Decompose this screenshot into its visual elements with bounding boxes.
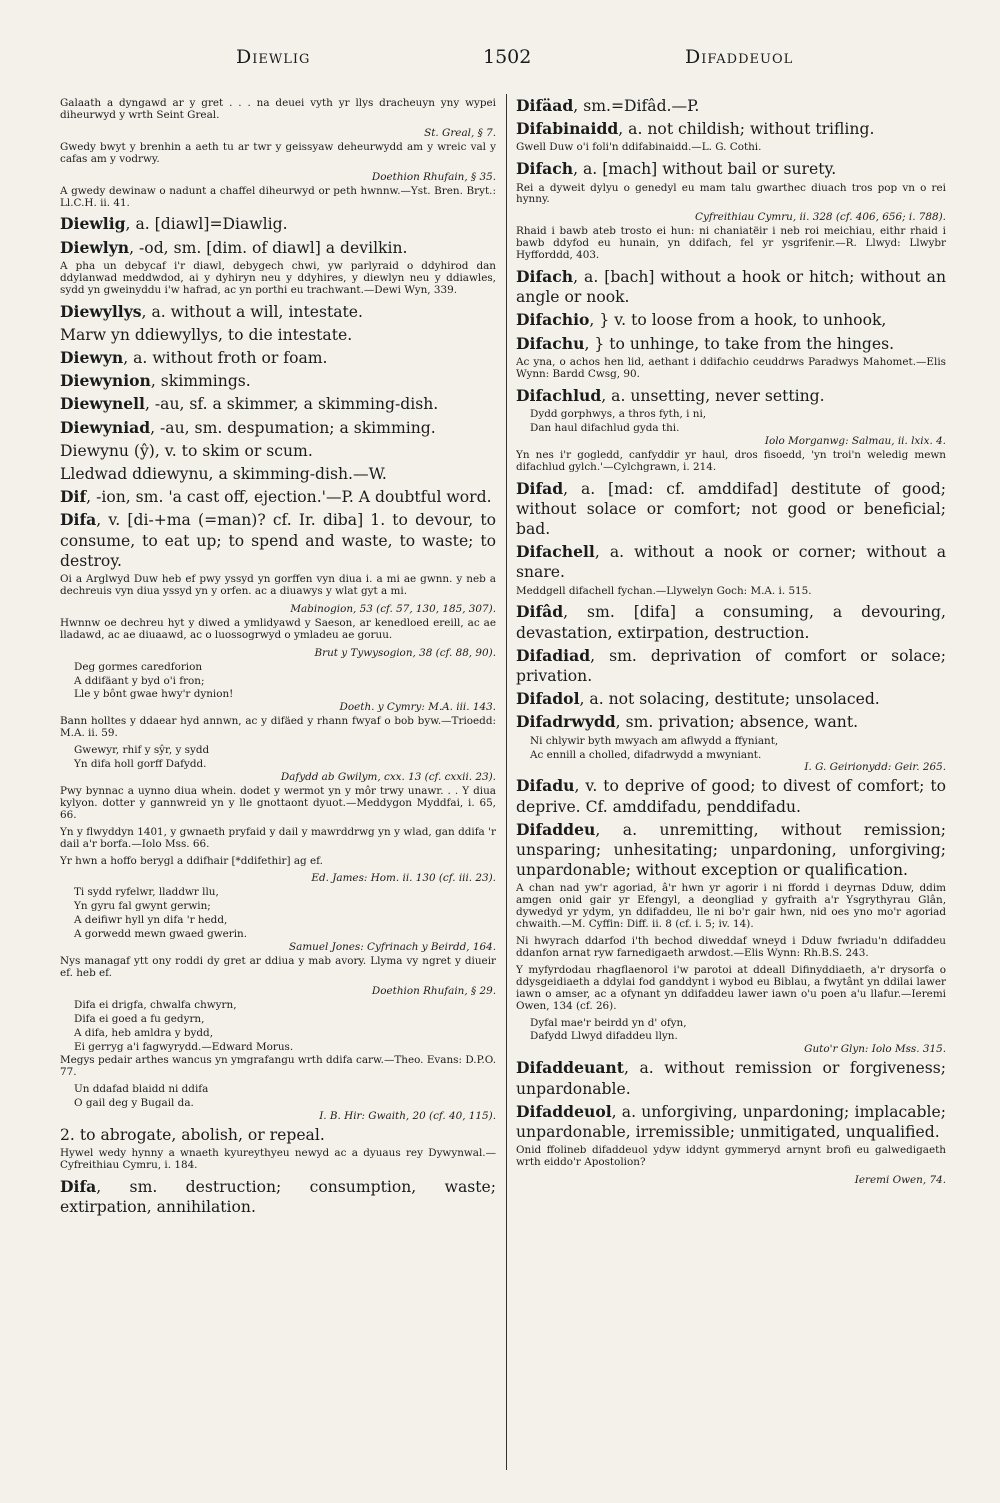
dictionary-entry: Difa, v. [di-+ma (=man)? cf. Ir. diba] 1. to devour, to consume, to eat up; to spend and waste, to waste; to destroy.: [60, 510, 496, 570]
headword: Difabinaidd: [516, 119, 619, 139]
dictionary-entry: Difad, a. [mad: cf. amddifad] destitute of good; without solace or comfort; not good or beneficial; bad.: [516, 478, 946, 538]
dictionary-entry: Diewyniad, -au, sm. despumation; a skimming.: [60, 417, 436, 437]
citation-text: Yr hwn a hoffo berygl a ddifhair [*ddifethir] ag ef.: [60, 854, 323, 867]
verse-line: O gail deg y Bugail da.: [74, 1097, 194, 1110]
headword: Difachell: [516, 542, 595, 562]
verse-line: Dyfal mae'r beirdd yn d' ofyn,: [530, 1016, 687, 1029]
headword: Diewyllys: [60, 301, 142, 321]
dictionary-entry: Lledwad ddiewynu, a skimming-dish.—W.: [60, 464, 387, 483]
headword: Difaddeuant: [516, 1058, 624, 1078]
citation-source: Doeth. y Cymry: M.A. iii. 143.: [339, 701, 496, 714]
headword: Difaddeu: [516, 819, 596, 839]
verse-line: A difa, heb amldra y bydd,: [74, 1026, 214, 1039]
citation-text: Ac yna, o achos hen lid, aethant i ddifachio ceuddrws Paradwys Mahomet.—Elis Wynn: Bardd Cwsg, 90.: [516, 355, 946, 380]
citation-source: Ieremi Owen, 74.: [854, 1173, 946, 1186]
headword: Diewynell: [60, 394, 145, 414]
dictionary-entry: Difadu, v. to deprive of good; to divest of comfort; to deprive. Cf. amddifadu, penddifadu.: [516, 776, 946, 816]
dictionary-entry: Difach, a. [mach] without bail or surety.: [516, 159, 837, 179]
verse-line: Difa ei goed a fu gedyrn,: [74, 1012, 205, 1025]
dictionary-entry: Diewynion, skimmings.: [60, 371, 251, 391]
headword: Difadrwydd: [516, 712, 616, 732]
dictionary-entry: Diewyllys, a. without a will, intestate.: [60, 301, 363, 321]
headword: Difa: [60, 1177, 97, 1197]
citation-text: Rhaid i bawb ateb trosto ei hun: ni chaniatëir i neb roi meichiau, eithr rhaid i bawb ddyfod eu hunain, yn ddifach, fel yr ysgrifenir.—R. Llwyd: Llwybr Hyfforddd, 403.: [516, 225, 946, 262]
header-left-guideword: Diewlig: [236, 46, 311, 68]
dictionary-entry: Difâd, sm. [difa] a consuming, a devouring, devastation, extirpation, destruction.: [516, 602, 946, 642]
dictionary-entry: Diewlyn, -od, sm. [dim. of diawl] a devilkin.: [60, 237, 408, 257]
headword: Difadiad: [516, 645, 591, 665]
headword: Difadol: [516, 689, 580, 709]
dictionary-entry: Difadrwydd, sm. privation; absence, want.: [516, 712, 859, 732]
citation-source: Brut y Tywysogion, 38 (cf. 88, 90).: [314, 646, 496, 659]
verse-line: Lle y bônt gwae hwy'r dynion!: [74, 688, 234, 701]
citation-source: Dafydd ab Gwilym, cxx. 13 (cf. cxxii. 23).: [280, 770, 496, 783]
headword: Difachio: [516, 310, 590, 330]
headword: Diewynion: [60, 371, 151, 391]
headword: Difa: [60, 510, 97, 530]
headword: Difachlud: [516, 385, 602, 405]
dictionary-entry: Difabinaidd, a. not childish; without trifling.: [516, 119, 875, 139]
citation-text: Bann holltes y ddaear hyd annwn, ac y difäed y rhann fwyaf o bob byw.—Trioedd: M.A. ii. 59.: [60, 715, 496, 740]
headword: Difach: [516, 267, 574, 287]
headword: Difadu: [516, 776, 575, 796]
page-header: [0, 46, 1000, 76]
verse-line: Yn gyru fal gwynt gerwin;: [74, 900, 211, 913]
verse-line: Un ddafad blaidd ni ddifa: [74, 1083, 209, 1096]
verse-line: Ac ennill a cholled, difadrwydd a mwyniant.: [530, 748, 762, 761]
verse-line: Ni chlywir byth mwyach am aflwydd a ffyniant,: [530, 734, 779, 747]
dictionary-entry: Difaddeuol, a. unforgiving, unpardoning; implacable; unpardonable, irremissible; unmitigated, unqualified.: [516, 1101, 946, 1141]
verse-line: A ddifäant y byd o'i fron;: [74, 674, 205, 687]
verse-line: A deifiwr hyll yn difa 'r hedd,: [74, 914, 228, 927]
headword: Difad: [516, 478, 564, 498]
dictionary-entry: Marw yn ddiewyllys, to die intestate.: [60, 325, 353, 344]
verse-line: Dafydd Llwyd difaddeu llyn.: [530, 1030, 678, 1043]
verse-line: Gwewyr, rhif y sŷr, y sydd: [74, 744, 210, 757]
headword: Difach: [516, 159, 574, 179]
citation-source: I. G. Geirionydd: Geir. 265.: [804, 761, 946, 774]
citation-text: A chan nad yw'r agoriad, â'r hwn yr agorir i ni ffordd i deyrnas Dduw, ddim amgen onid gair yr Efengyl, a deongliad y gyfraith a'r Ysgrythyrau Glân, dywedyd yr ydym, yn ddifaddeu, lle ni bo'r gair hwn, nid oes yno mo'r agoriad chwaith.—M. Cyffin: Diff. ii. 8 (cf. i. 5; iv. 14).: [516, 882, 946, 931]
citation-text: Galaath a dyngawd ar y gret . . . na deuei vyth yr llys dracheuyn yny wypei diheurwyd y wrth Seint Greal.: [60, 97, 496, 121]
column-divider: [506, 94, 507, 1470]
dictionary-entry: Difa, sm. destruction; consumption, waste; extirpation, annihilation.: [60, 1177, 496, 1217]
citation-text: Onid ffolineb difaddeuol ydyw iddynt gymmeryd arnynt brofi eu galwedigaeth wrth eiddo'r Apostolion?: [516, 1144, 946, 1169]
citation-text: Pwy bynnac a uynno diua whein. dodet y wermot yn y môr trwy unawr. . . Y diua kylyon. dotter y gannwreid yn y lle gnottaont dyuot.—Meddygon Myddfai, i. 65, 66.: [60, 784, 496, 821]
dictionary-entry: Difachu, } to unhinge, to take from the hinges.: [516, 333, 895, 353]
left-column: [60, 96, 496, 1496]
headword: Diewlyn: [60, 237, 130, 257]
citation-source: Doethion Rhufain, § 29.: [371, 984, 496, 997]
dictionary-entry: Difäad, sm.=Difâd.—P.: [516, 96, 700, 115]
citation-text: Oi a Arglwyd Duw heb ef pwy yssyd yn gorffen vyn diua i. a mi ae gwnn. y neb a dechreuis vyn diua yssyd yn y orfen. ac a diuawys y wlat gyt a mi.: [60, 573, 496, 597]
headword: Difäad: [516, 96, 574, 115]
page-number: 1502: [483, 46, 532, 68]
verse-line: Dan haul difachlud gyda thi.: [530, 421, 680, 434]
citation-source: St. Greal, § 7.: [424, 126, 496, 139]
verse-line: Ti sydd ryfelwr, lladdwr llu,: [74, 886, 219, 899]
citation-text: A gwedy dewinaw o nadunt a chaffel diheurwyd or peth hwnnw.—Yst. Bren. Bryt.: Ll.C.H. ii. 41.: [60, 184, 496, 209]
dictionary-entry: 2. to abrogate, abolish, or repeal.: [60, 1126, 325, 1145]
dictionary-entry: Diewyn, a. without froth or foam.: [60, 347, 328, 367]
headword: Diewyn: [60, 347, 124, 367]
citation-text: Hywel wedy hynny a wnaeth kyureythyeu newyd ac a dyuaus rey Dywynwal.—Cyfreithiau Cymru, i. 184.: [60, 1147, 496, 1172]
citation-text: Ni hwyrach ddarfod i'th bechod diweddaf wneyd i Dduw fwriadu'n ddifaddeu ddanfon arnat ryw farnedigaeth arwdost.—Elis Wynn: Rh.B.S. 243.: [516, 935, 946, 959]
dictionary-entry: Diewlig, a. [diawl]=Diawlig.: [60, 214, 288, 234]
verse-line: A gorwedd mewn gwaed gwerin.: [74, 928, 248, 941]
headword: Dif: [60, 487, 87, 507]
dictionary-entry: Difadiad, sm. deprivation of comfort or solace; privation.: [516, 645, 946, 686]
verse-line: Yn difa holl gorff Dafydd.: [74, 758, 207, 771]
headword: Diewlig: [60, 214, 126, 234]
citation-text: Meddgell difachell fychan.—Llywelyn Goch: M.A. i. 515.: [516, 584, 812, 597]
citation-text: Gwell Duw o'i foli'n ddifabinaidd.—L. G. Cothi.: [516, 141, 762, 154]
citation-text: Yn y flwyddyn 1401, y gwnaeth pryfaid y dail y mawrddrwg yn y wlad, gan ddifa 'r dail a'r borfa.—Iolo Mss. 66.: [60, 825, 496, 850]
right-column: [516, 96, 946, 1496]
dictionary-entry: Dif, -ion, sm. 'a cast off, ejection.'—P. A doubtful word.: [60, 487, 492, 507]
dictionary-entry: Difachio, } v. to loose from a hook, to unhook,: [516, 310, 887, 330]
verse-line: Difa ei drigfa, chwalfa chwyrn,: [74, 998, 237, 1011]
dictionary-entry: Difaddeu, a. unremitting, without remission; unsparing; unhesitating; unpardoning, unforgiving; unpardonable; without exception or qualification.: [516, 819, 946, 880]
citation-source: Ed. James: Hom. ii. 130 (cf. iii. 23).: [311, 872, 496, 885]
citation-source: Cyfreithiau Cymru, ii. 328 (cf. 406, 656; i. 788).: [695, 211, 946, 224]
citation-text: Nys managaf ytt ony roddi dy gret ar ddiua y mab avory. Llyma vy ngret y diueir ef. heb ef.: [60, 955, 496, 979]
dictionary-entry: Difach, a. [bach] without a hook or hitch; without an angle or nook.: [516, 267, 946, 307]
citation-text: Rei a dyweit dylyu o genedyl eu mam talu gwarthec diuach tros pop vn o rei hynny.: [516, 181, 946, 206]
dictionary-entry: Diewynu (ŷ), v. to skim or scum.: [60, 441, 313, 460]
citation-source: Doethion Rhufain, § 35.: [371, 170, 496, 183]
citation-text: Y myfyrdodau rhagflaenorol i'w parotoi at ddeall Difinyddiaeth, a'r drysorfa o ddysgeidiaeth a ddylai fod ganddynt i wybod eu Biblau, a fwytânt yn ddilai lawer iawn o amser, ac a ofynant yn ddifaddeu lawer iawn o'u poen a'u llafur.—Ieremi Owen, 134 (cf. 26).: [516, 963, 946, 1012]
dictionary-entry: Difaddeuant, a. without remission or forgiveness; unpardonable.: [516, 1058, 946, 1098]
dictionary-entry: Diewynell, -au, sf. a skimmer, a skimming-dish.: [60, 394, 439, 414]
citation-text: Gwedy bwyt y brenhin a aeth tu ar twr y geissyaw deheurwydd am y wreic val y cafas am y vodrwy.: [60, 140, 496, 165]
verse-line: Ei gerryg a'i fagwyrydd.—Edward Morus.: [74, 1040, 294, 1053]
header-right-guideword: Difaddeuol: [685, 46, 794, 68]
verse-line: Deg gormes caredforion: [74, 660, 203, 673]
citation-text: A pha un debycaf i'r diawl, debygech chwi, yw parlyraid o ddyhirod dan ddylanwad meddwdod, ai y dyhiryn neu y ddyhires, y diewlyn neu y ddiawles, sydd yn gweinyddu i'w hafrad, ac yn porthi eu trachwant.—Dewi Wyn, 339.: [60, 259, 496, 296]
dictionary-entry: Difadol, a. not solacing, destitute; unsolaced.: [516, 689, 880, 709]
citation-source: Samuel Jones: Cyfrinach y Beirdd, 164.: [289, 941, 496, 954]
verse-line: Dydd gorphwys, a thros fyth, i ni,: [530, 407, 707, 420]
headword: Diewyniad: [60, 417, 151, 437]
citation-text: Megys pedair arthes wancus yn ymgrafangu wrth ddifa carw.—Theo. Evans: D.P.O. 77.: [60, 1054, 496, 1079]
citation-source: Mabinogion, 53 (cf. 57, 130, 185, 307).: [290, 602, 496, 615]
dictionary-entry: Difachell, a. without a nook or corner; without a snare.: [516, 542, 946, 582]
headword: Difachu: [516, 333, 585, 353]
headword: Difaddeuol: [516, 1101, 612, 1121]
citation-text: Hwnnw oe dechreu hyt y diwed a ymlidyawd y Saeson, ar kenedloed ereill, ac ae lladawd, ac ae diuaawd, ac o luossogrwyd o ymladeu ae goruu.: [60, 616, 496, 641]
citation-source: I. B. Hir: Gwaith, 20 (cf. 40, 115).: [319, 1110, 496, 1123]
dictionary-entry: Difachlud, a. unsetting, never setting.: [516, 385, 825, 405]
headword: Difâd: [516, 602, 564, 622]
citation-source: Iolo Morganwg: Salmau, ii. lxix. 4.: [764, 434, 946, 447]
citation-text: Yn nes i'r gogledd, canfyddir yr haul, dros fisoedd, 'yn troi'n weledig mewn difachlud gylch.'—Cylchgrawn, i. 214.: [516, 448, 946, 473]
citation-source: Guto'r Glyn: Iolo Mss. 315.: [804, 1043, 946, 1056]
